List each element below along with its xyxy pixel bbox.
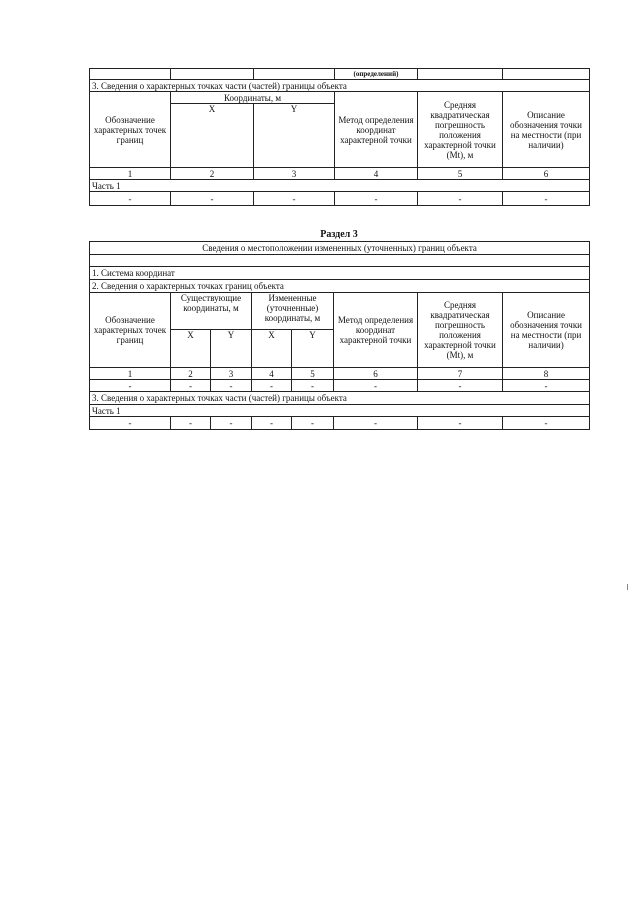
- table-cell: -: [418, 380, 503, 392]
- coordinate-system: 1. Система координат: [90, 267, 590, 280]
- top-row-note: (определений): [335, 69, 418, 80]
- part-label: Часть 1: [90, 180, 590, 192]
- table-cell: -: [171, 380, 211, 392]
- header-designation: Обозначение характерных точек границ: [90, 92, 171, 168]
- table-cell: -: [503, 380, 590, 392]
- column-number: 3: [211, 368, 252, 380]
- header-method: Метод определения координат характерной точки: [335, 92, 418, 168]
- header-accuracy: Средняя квадратическая погрешность положения характерной точки (Mt), м: [418, 293, 503, 368]
- column-number: 1: [90, 168, 171, 180]
- table-cell: -: [292, 417, 334, 430]
- column-number: 8: [503, 368, 590, 380]
- item2-title: 2. Сведения о характерных точках границ объекта: [90, 280, 590, 293]
- header-y: Y: [211, 330, 252, 368]
- column-number: 6: [503, 168, 590, 180]
- table-cell: -: [418, 417, 503, 430]
- column-number: 4: [252, 368, 292, 380]
- table-cell: -: [254, 192, 335, 206]
- table-cell: -: [90, 417, 171, 430]
- header-x: X: [252, 330, 292, 368]
- table-cell: -: [335, 192, 418, 206]
- table-cell: -: [334, 417, 418, 430]
- section3-table: [89, 241, 590, 430]
- column-number: 3: [254, 168, 335, 180]
- table-cell: -: [292, 380, 334, 392]
- header-existing-coordinates: Существующие координаты, м: [171, 293, 252, 330]
- table-cell: -: [252, 380, 292, 392]
- header-x: X: [171, 330, 211, 368]
- header-description: Описание обозначения точки на местности (при наличии): [503, 293, 590, 368]
- column-number: 5: [292, 368, 334, 380]
- header-accuracy: Средняя квадратическая погрешность положения характерной точки (Mt), м: [418, 92, 503, 168]
- table-cell: -: [503, 417, 590, 430]
- table-cell: -: [171, 417, 211, 430]
- section3-title: Сведения о местоположении измененных (уточненных) границ объекта: [90, 242, 590, 255]
- column-number: 1: [90, 368, 171, 380]
- column-number: 2: [171, 368, 211, 380]
- column-number: 4: [335, 168, 418, 180]
- table-cell: -: [211, 417, 252, 430]
- scan-mark: [627, 584, 628, 590]
- header-designation: Обозначение характерных точек границ: [90, 293, 171, 368]
- section3-heading: Раздел 3: [320, 229, 358, 240]
- header-x: X: [171, 104, 254, 168]
- table-cell: -: [90, 380, 171, 392]
- header-changed-coordinates: Измененные (уточненные) координаты, м: [252, 293, 334, 330]
- header-y: Y: [292, 330, 334, 368]
- column-number: 6: [334, 368, 418, 380]
- table-cell: -: [211, 380, 252, 392]
- header-y: Y: [254, 104, 335, 168]
- table-cell: -: [503, 192, 590, 206]
- table-cell: -: [252, 417, 292, 430]
- part-label: Часть 1: [90, 405, 590, 417]
- table-cell: -: [171, 192, 254, 206]
- section2-points-table: [89, 68, 590, 206]
- table-cell: -: [90, 192, 171, 206]
- table-cell: -: [334, 380, 418, 392]
- column-number: 2: [171, 168, 254, 180]
- header-method: Метод определения координат характерной точки: [334, 293, 418, 368]
- table-cell: -: [418, 192, 503, 206]
- header-description: Описание обозначения точки на местности (при наличии): [503, 92, 590, 168]
- item3-title: 3. Сведения о характерных точках части (частей) границы объекта: [90, 80, 590, 92]
- column-number: 5: [418, 168, 503, 180]
- header-coordinates: Координаты, м: [171, 92, 335, 104]
- column-number: 7: [418, 368, 503, 380]
- item3-title: 3. Сведения о характерных точках части (частей) границы объекта: [90, 392, 590, 405]
